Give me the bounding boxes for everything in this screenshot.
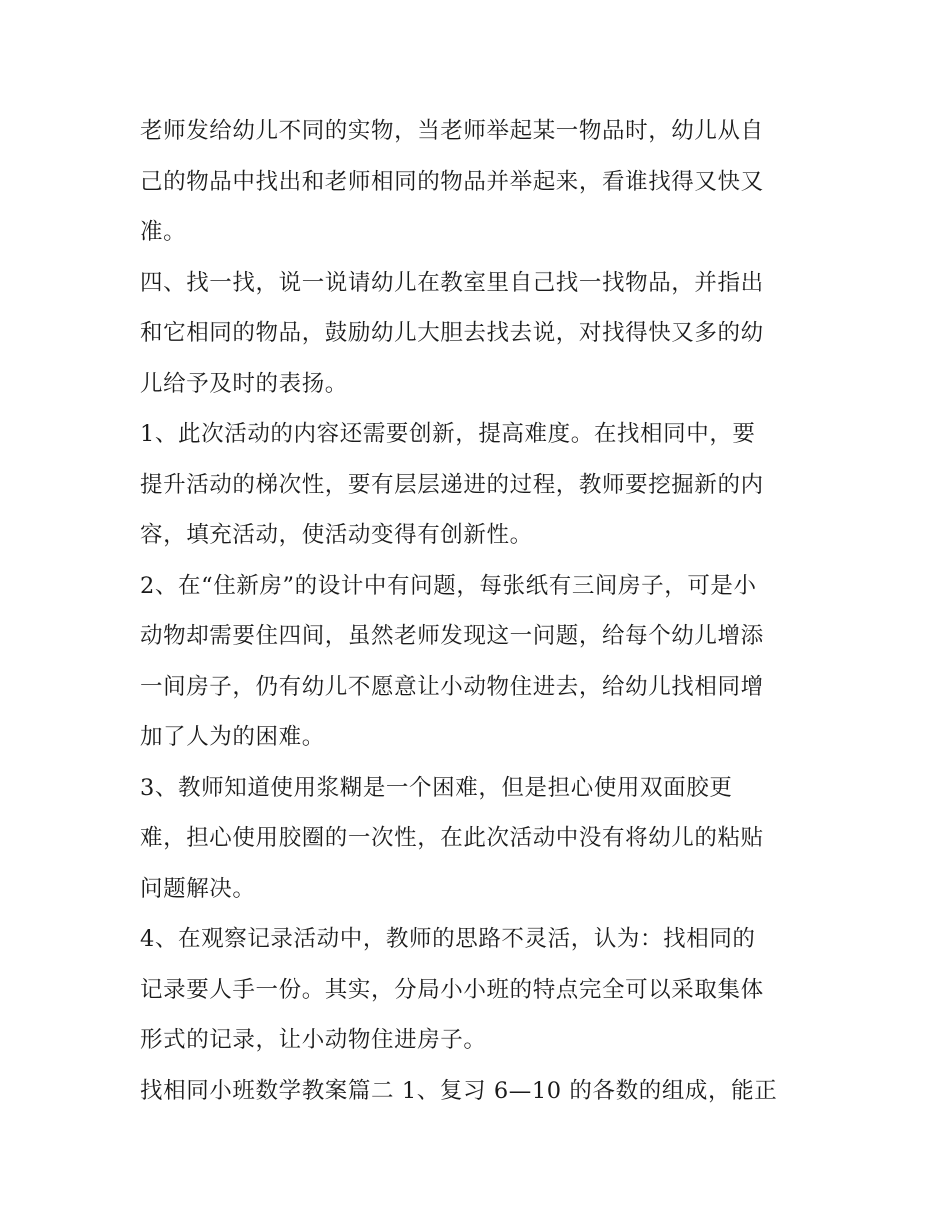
text-line: 问题解决。 xyxy=(140,875,256,902)
text-line: 4、在观察记录活动中，教师的思路不灵活，认为：找相同的 xyxy=(140,926,756,952)
text-line: 容，填充活动，使活动变得有创新性。 xyxy=(140,522,533,548)
text-line: 提升活动的梯次性，要有层层递进的过程，教师要挖掘新的内 xyxy=(140,471,764,498)
text-line: 记录要人手一份。其实，分局小小班的特点完全可以采取集体 xyxy=(140,976,764,1003)
text-line: 1、此次活动的内容还需要创新，提高难度。在找相同中，要 xyxy=(140,421,756,447)
text-line: 形式的记录，让小动物住进房子。 xyxy=(140,1027,487,1053)
text-line: 动物却需要住四间，虽然老师发现这一问题，给每个幼儿增添 xyxy=(140,623,764,649)
text-line: 2、在“住新房”的设计中有问题，每张纸有三间房子，可是小 xyxy=(140,572,757,599)
text-line: 加了人为的困难。 xyxy=(140,724,325,750)
text-line: 准。 xyxy=(140,219,187,245)
text-line: 四、找一找，说一说请幼儿在教室里自己找一找物品，并指出 xyxy=(140,269,764,296)
text-line: 3、教师知道使用浆糊是一个困难，但是担心使用双面胶更 xyxy=(140,774,733,801)
text-line: 儿给予及时的表扬。 xyxy=(140,370,348,397)
text-line: 老师发给幼儿不同的实物，当老师举起某一物品时，幼儿从自 xyxy=(140,118,764,144)
document-body xyxy=(140,106,820,1116)
text-line: 己的物品中找出和老师相同的物品并举起来，看谁找得又快又 xyxy=(140,168,764,195)
text-line: 一间房子，仍有幼儿不愿意让小动物住进去，给幼儿找相同增 xyxy=(140,673,764,700)
text-line: 找相同小班数学教案篇二 1、复习 6—10 的各数的组成，能正 xyxy=(140,1077,778,1104)
text-line: 和它相同的物品，鼓励幼儿大胆去找去说，对找得快又多的幼 xyxy=(140,320,764,346)
text-line: 难，担心使用胶圈的一次性，在此次活动中没有将幼儿的粘贴 xyxy=(140,825,764,851)
